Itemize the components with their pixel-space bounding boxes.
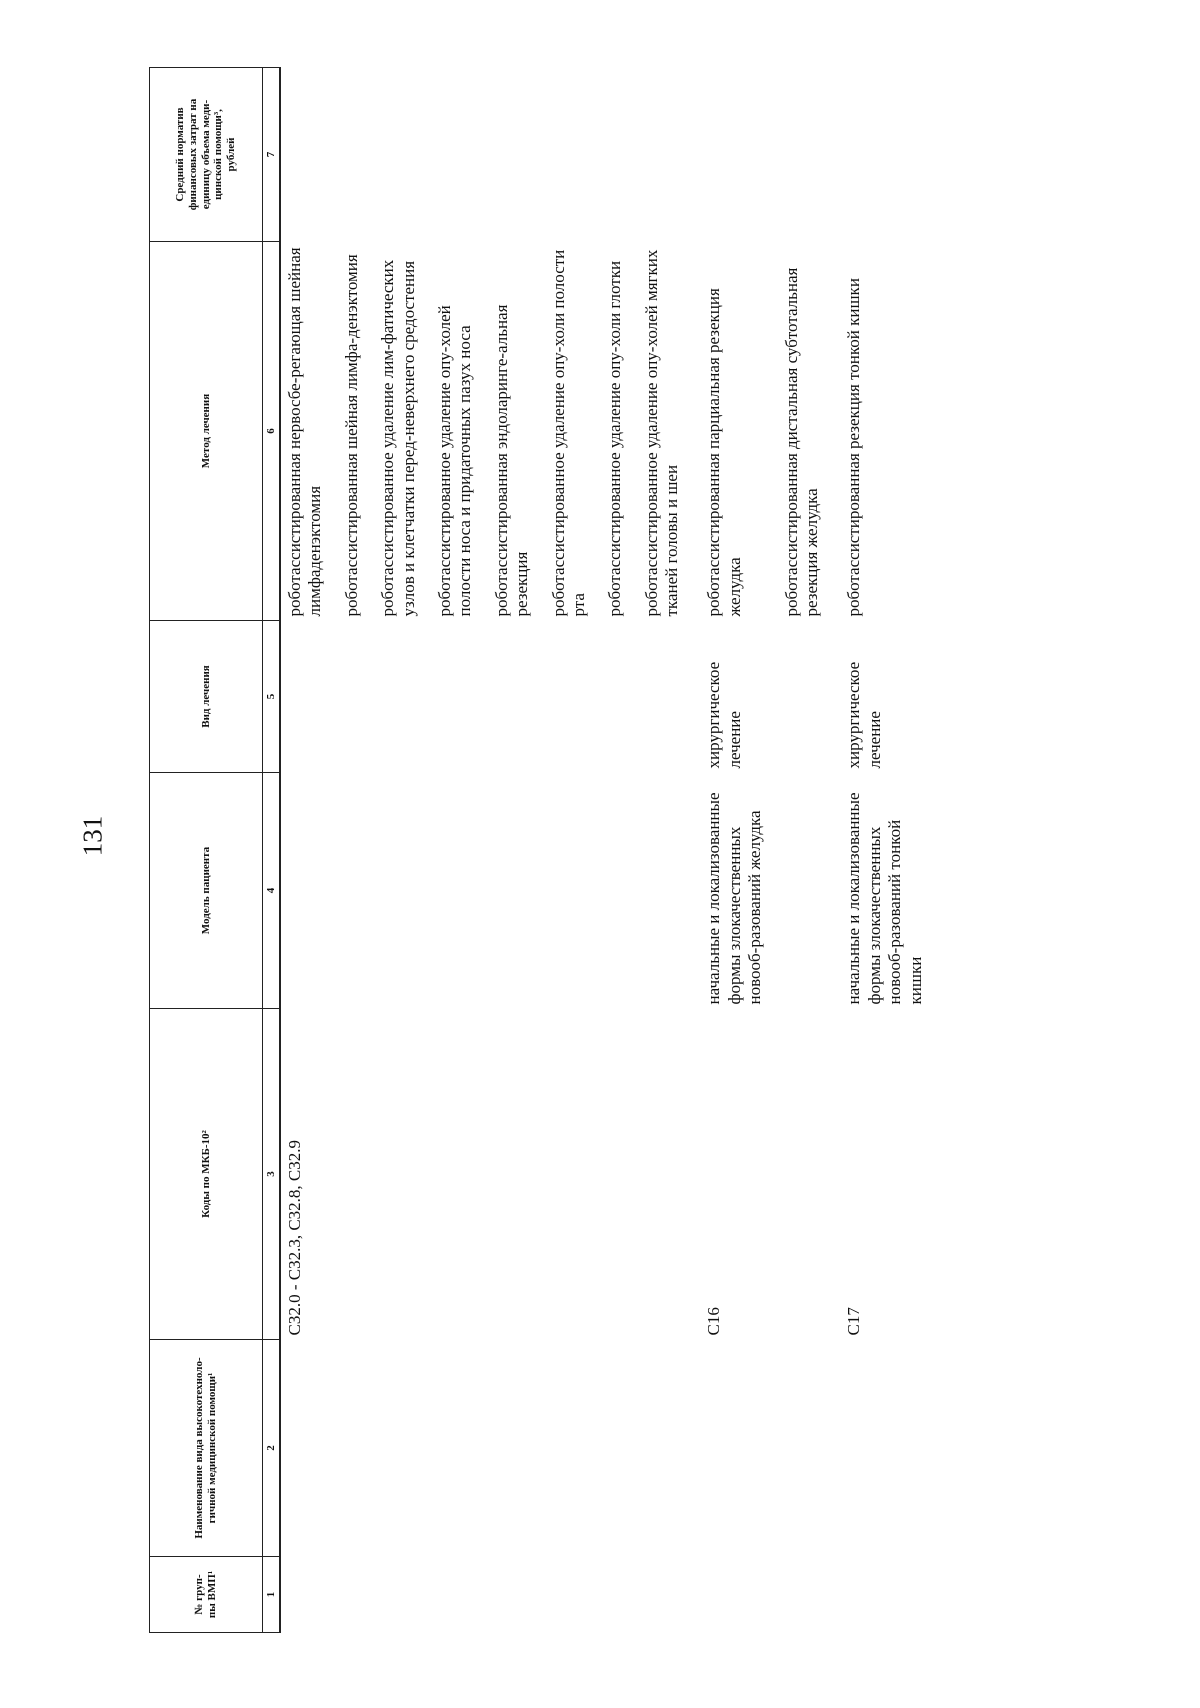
cell-icd-codes: C17	[844, 1307, 864, 1336]
cell-group-number	[768, 1557, 825, 1633]
cell-vmp-name	[364, 1340, 421, 1557]
cell-group-number	[280, 1557, 328, 1633]
cell-treatment-method: роботассистированная резекция тонкой кишки	[844, 278, 864, 617]
table-row	[364, 68, 421, 1633]
cell-vmp-name	[628, 1340, 685, 1557]
cell-average-cost	[768, 68, 825, 242]
cell-patient-model: начальные и локализованные формы злокачественных новооб-разований тонкой кишки	[844, 792, 925, 1005]
cell-average-cost	[535, 68, 592, 242]
cell-average-cost	[364, 68, 421, 242]
cell-treatment-method: роботассистированное удаление опу-холи полости рта	[548, 249, 588, 617]
cell-patient-model	[535, 773, 592, 1009]
cell-treatment-type	[591, 621, 627, 773]
column-number: 3	[263, 1009, 281, 1340]
header-average-cost: Средний норматив финансовых затрат на единицу объема меди- цинской помощи³, рублей	[150, 68, 263, 242]
cell-treatment-type: хирургическое лечение	[844, 661, 884, 769]
cell-icd-codes: C32.0 - C32.3, C32.8, C32.9	[285, 1139, 304, 1336]
table-row	[824, 68, 928, 1633]
cell-group-number	[421, 1557, 478, 1633]
cell-group-number	[328, 1557, 364, 1633]
cell-group-number	[684, 1557, 767, 1633]
cell-icd-codes	[421, 1009, 478, 1340]
cell-patient-model	[280, 773, 328, 1009]
cell-treatment-method: роботассистированная парциальная резекция желудка	[704, 288, 744, 617]
cell-treatment-method: роботассистированная шейная лимфа-денэктомия	[341, 254, 361, 617]
cell-vmp-name	[421, 1340, 478, 1557]
cell-treatment-type	[628, 621, 685, 773]
cell-treatment-method: роботассистированное удаление опу-холей полости носа и придаточных пазух носа	[434, 305, 475, 617]
cell-average-cost	[824, 68, 928, 242]
page-number: 131	[77, 815, 108, 857]
column-number: 5	[263, 621, 281, 773]
cell-treatment-type	[421, 621, 478, 773]
cell-patient-model	[421, 773, 478, 1009]
table-row	[684, 68, 767, 1633]
cell-treatment-type	[280, 621, 328, 773]
cell-vmp-name	[328, 1340, 364, 1557]
header-icd-codes: Коды по МКБ-10²	[150, 1009, 263, 1340]
cell-icd-codes	[364, 1009, 421, 1340]
table-row	[280, 68, 328, 1633]
cell-treatment-type	[328, 621, 364, 773]
cell-average-cost	[328, 68, 364, 242]
cell-treatment-type	[478, 621, 535, 773]
cell-group-number	[364, 1557, 421, 1633]
cell-icd-codes	[535, 1009, 592, 1340]
cell-vmp-name	[478, 1340, 535, 1557]
cell-average-cost	[280, 68, 328, 242]
header-patient-model: Модель пациента	[150, 773, 263, 1009]
cell-treatment-method: роботассистированное удаление опу-холи глотки	[605, 260, 625, 617]
cell-vmp-name	[684, 1340, 767, 1557]
column-number: 1	[263, 1557, 281, 1633]
cell-average-cost	[421, 68, 478, 242]
cell-treatment-method: роботассистированное удаление опу-холей мягких тканей головы и шеи	[641, 249, 682, 617]
cell-treatment-type: хирургическое лечение	[704, 661, 744, 769]
cell-icd-codes: C16	[704, 1307, 724, 1336]
table-row	[328, 68, 364, 1633]
cell-group-number	[535, 1557, 592, 1633]
column-number-row	[263, 68, 281, 1633]
cell-vmp-name	[535, 1340, 592, 1557]
cell-average-cost	[591, 68, 627, 242]
cell-average-cost	[684, 68, 767, 242]
cell-treatment-method: роботассистированная нервосбе-регающая шейная лимфаденэктомия	[285, 247, 325, 617]
cell-treatment-type	[535, 621, 592, 773]
cell-patient-model: начальные и локализованные формы злокачественных новооб-разований желудка	[704, 792, 765, 1005]
cell-group-number	[478, 1557, 535, 1633]
cell-icd-codes	[591, 1009, 627, 1340]
cell-group-number	[824, 1557, 928, 1633]
header-treatment-method: Метод лечения	[150, 242, 263, 621]
table-body	[280, 68, 928, 1633]
cell-vmp-name	[591, 1340, 627, 1557]
cell-group-number	[591, 1557, 627, 1633]
cell-icd-codes	[328, 1009, 364, 1340]
header-vmp-name: Наименование вида высокотехноло- гичной медицинской помощи¹	[150, 1340, 263, 1557]
cell-average-cost	[478, 68, 535, 242]
table-row	[628, 68, 685, 1633]
cell-patient-model	[478, 773, 535, 1009]
cell-icd-codes	[478, 1009, 535, 1340]
vmp-table	[149, 67, 928, 1633]
table-row	[421, 68, 478, 1633]
column-number: 4	[263, 773, 281, 1009]
cell-treatment-type	[768, 621, 825, 773]
cell-treatment-type	[364, 621, 421, 773]
cell-vmp-name	[768, 1340, 825, 1557]
cell-vmp-name	[824, 1340, 928, 1557]
cell-icd-codes	[768, 1009, 825, 1340]
rotated-table-container	[149, 68, 1200, 1633]
cell-treatment-method: роботассистированное удаление лим-фатических узлов и клетчатки перед-неверхнего средостения	[378, 259, 418, 617]
table-row	[768, 68, 825, 1633]
cell-patient-model	[364, 773, 421, 1009]
table-row	[535, 68, 592, 1633]
cell-group-number	[628, 1557, 685, 1633]
header-group-number: № груп- пы ВМП¹	[150, 1557, 263, 1633]
table-row	[591, 68, 627, 1633]
column-number: 7	[263, 68, 281, 242]
cell-patient-model	[628, 773, 685, 1009]
column-number: 2	[263, 1340, 281, 1557]
cell-icd-codes	[628, 1009, 685, 1340]
cell-vmp-name	[280, 1340, 328, 1557]
cell-patient-model	[328, 773, 364, 1009]
cell-patient-model	[768, 773, 825, 1009]
cell-treatment-method: роботассистированная дистальная субтотальная резекция желудка	[781, 267, 822, 617]
cell-treatment-method: роботассистированная эндоларинге-альная резекция	[491, 304, 532, 617]
column-number: 6	[263, 242, 281, 621]
cell-average-cost	[628, 68, 685, 242]
header-treatment-type: Вид лечения	[150, 621, 263, 773]
header-row	[150, 68, 263, 1633]
cell-patient-model	[591, 773, 627, 1009]
table-row	[478, 68, 535, 1633]
